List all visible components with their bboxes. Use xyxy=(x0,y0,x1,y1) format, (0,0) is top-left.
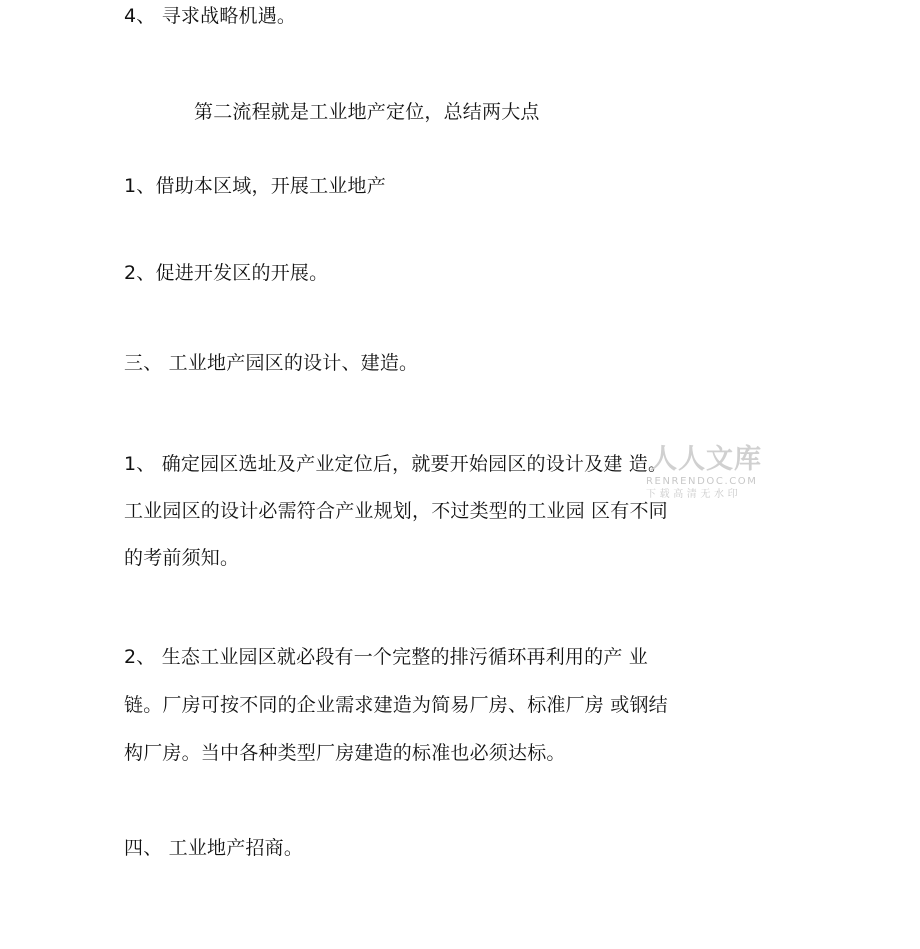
watermark-subtitle: 下载高清无水印 xyxy=(646,489,742,500)
section-heading-three-design: 三、 工业地产园区的设计、建造。 xyxy=(124,352,419,374)
list-item-1-region: 1、借助本区域，开展工业地产 xyxy=(124,175,386,197)
list-item-2-development-zone: 2、促进开发区的开展。 xyxy=(124,262,329,284)
paragraph-1-line-1: 1、 确定园区选址及产业定位后，就要开始园区的设计及建 造。 xyxy=(124,453,668,475)
section-heading-positioning: 第二流程就是工业地产定位，总结两大点 xyxy=(194,101,540,123)
section-heading-four-investment: 四、 工业地产招商。 xyxy=(124,837,304,859)
paragraph-2-line-2: 链。厂房可按不同的企业需求建造为简易厂房、标准厂房 或钢结 xyxy=(124,694,668,716)
paragraph-1-line-3: 的考前须知。 xyxy=(124,547,240,569)
watermark-url: RENRENDOC.COM xyxy=(646,476,758,487)
watermark xyxy=(646,444,776,501)
paragraph-2-line-3: 构厂房。当中各种类型厂房建造的标准也必须达标。 xyxy=(124,742,566,764)
watermark-logo: 人人文库 xyxy=(650,444,762,475)
paragraph-2-line-1: 2、 生态工业园区就必段有一个完整的排污循环再利用的产 业 xyxy=(124,646,648,668)
list-item-4-strategic-opportunity: 4、 寻求战略机遇。 xyxy=(124,5,297,27)
paragraph-1-line-2: 工业园区的设计必需符合产业规划，不过类型的工业园 区有不同 xyxy=(124,500,668,522)
